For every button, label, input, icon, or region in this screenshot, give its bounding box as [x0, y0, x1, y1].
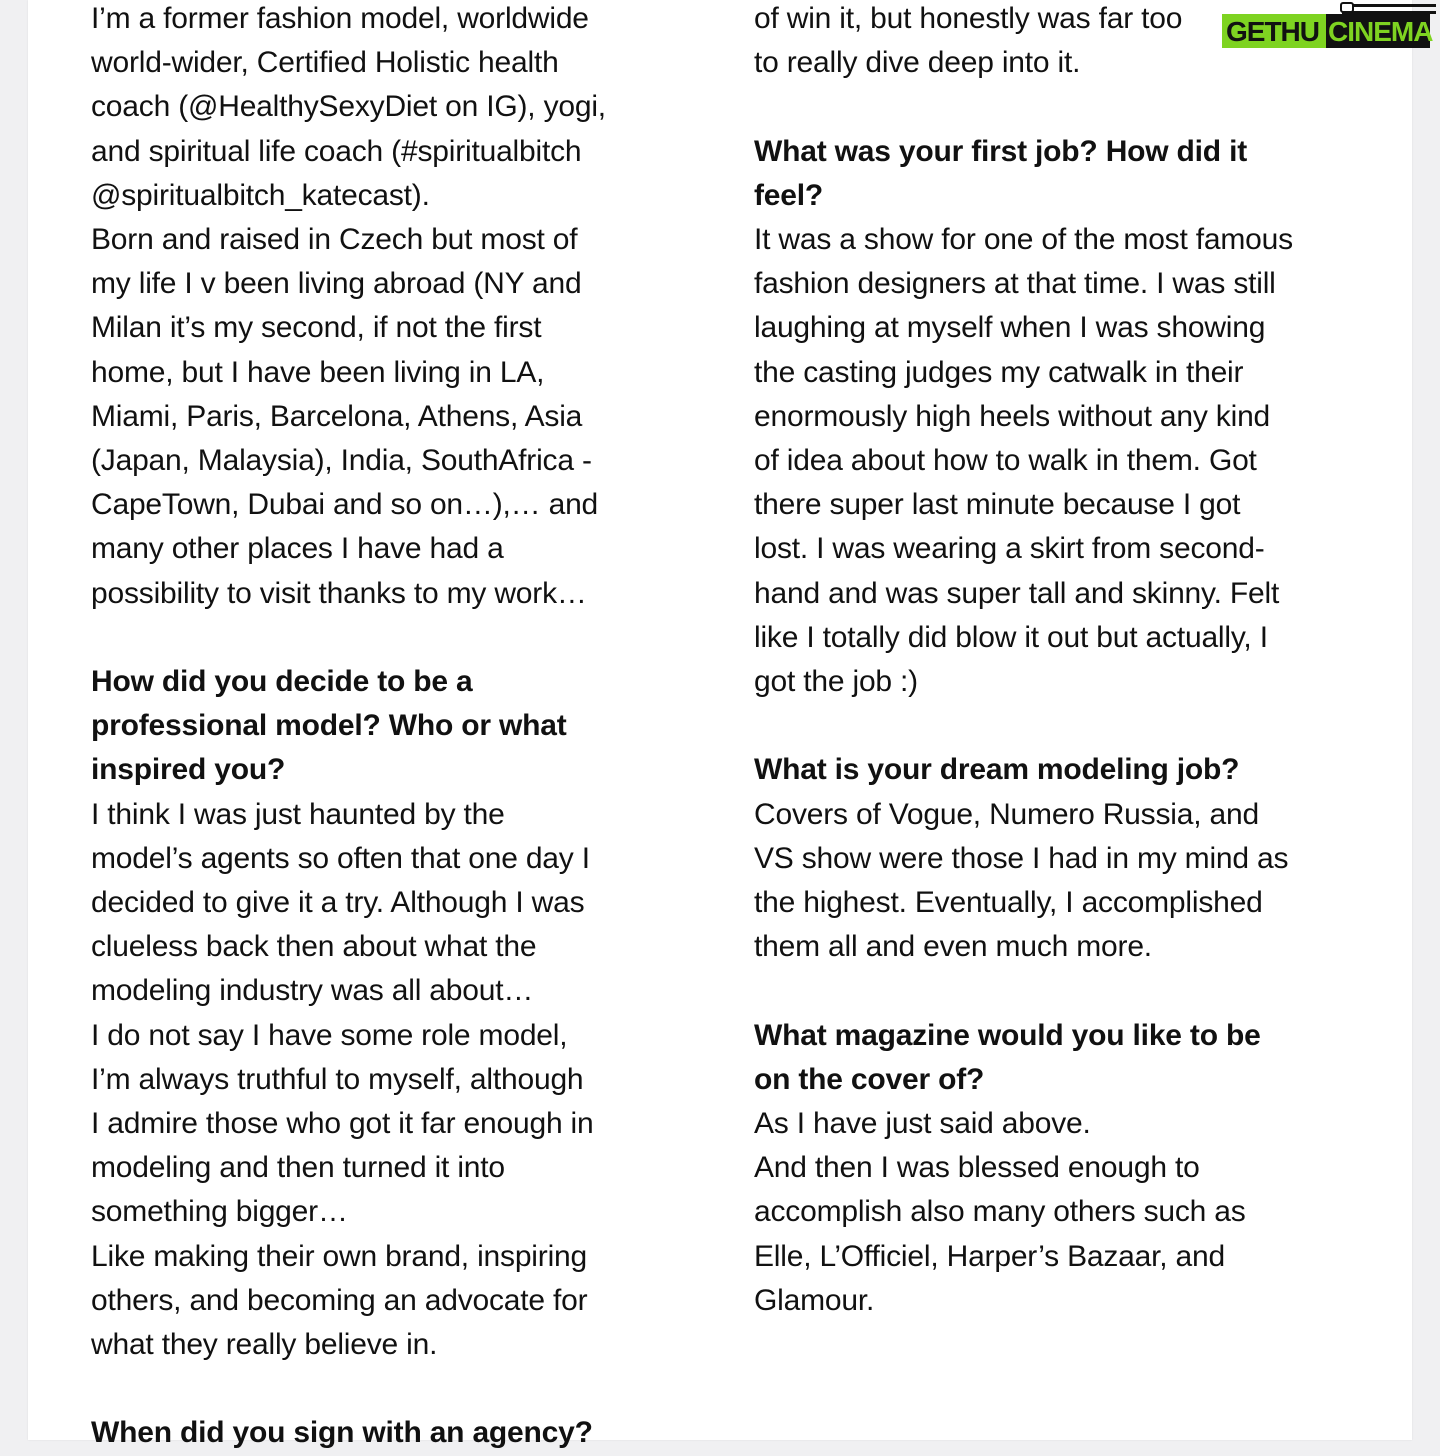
film-strip-icon: [1342, 4, 1436, 14]
paragraph-gap: [754, 969, 1293, 1013]
question-line: professional model? Who or what: [91, 709, 567, 743]
logo-part2-text: CINEMA: [1328, 16, 1433, 47]
body-line: laughing at myself when I was showing: [754, 311, 1266, 345]
camera-icon: [1340, 2, 1354, 13]
body-line: home, but I have been living in LA,: [91, 355, 545, 389]
body-line: CapeTown, Dubai and so on…),… and: [91, 488, 599, 522]
body-line: what they really believe in.: [91, 1328, 438, 1362]
body-line: Like making their own brand, inspiring: [91, 1239, 587, 1273]
body-line: modeling and then turned it into: [91, 1151, 505, 1185]
logo-part1-box: [1222, 14, 1326, 48]
question-line: feel?: [754, 178, 824, 212]
body-line: Covers of Vogue, Numero Russia, and: [754, 797, 1259, 831]
body-line: Glamour.: [754, 1283, 875, 1317]
logo-part1-text: GETHU: [1226, 16, 1319, 47]
body-line: modeling industry was all about…: [91, 974, 534, 1008]
document-page: [28, 0, 1412, 1450]
body-line: Miami, Paris, Barcelona, Athens, Asia: [91, 399, 583, 433]
logo-part2-box: [1326, 14, 1433, 48]
body-line: And then I was blessed enough to: [754, 1151, 1200, 1185]
body-line: model’s agents so often that one day I: [91, 841, 590, 875]
body-line: of win it, but honestly was far too: [754, 2, 1183, 35]
body-line: there super last minute because I got: [754, 488, 1241, 522]
question-line: What was your first job? How did it: [754, 134, 1247, 168]
body-line: possibility to visit thanks to my work…: [91, 576, 587, 610]
body-line: I’m a former fashion model, worldwide: [91, 2, 589, 35]
body-line: something bigger…: [91, 1195, 348, 1229]
body-line: I do not say I have some role model,: [91, 1018, 568, 1052]
body-line: Milan it’s my second, if not the first: [91, 311, 542, 345]
body-line: lost. I was wearing a skirt from second-: [754, 532, 1265, 566]
body-line: fashion designers at that time. I was still: [754, 267, 1276, 301]
question-line: What magazine would you like to be: [754, 1018, 1261, 1052]
body-line: Born and raised in Czech but most of: [91, 223, 578, 257]
body-line: clueless back then about what the: [91, 930, 537, 964]
body-line: world-wider, Certified Holistic health: [91, 46, 559, 80]
body-line: It was a show for one of the most famous: [754, 223, 1293, 256]
paragraph-gap: [91, 616, 606, 660]
paragraph-gap: [754, 704, 1293, 748]
body-line: I’m always truthful to myself, although: [91, 1062, 584, 1096]
body-line: Elle, L’Officiel, Harper’s Bazaar, and: [754, 1239, 1225, 1273]
body-line: accomplish also many others such as: [754, 1195, 1246, 1229]
body-line: like I totally did blow it out but actually, I: [754, 620, 1268, 654]
body-line: and spiritual life coach (#spiritualbitch: [91, 134, 582, 168]
paragraph-gap: [754, 85, 1293, 129]
question-line: inspired you?: [91, 753, 286, 787]
left-text-column: [91, 0, 606, 1456]
body-line: VS show were those I had in my mind as: [754, 841, 1289, 875]
body-line: to really dive deep into it.: [754, 46, 1081, 80]
watermark-logo: [1222, 4, 1436, 48]
body-line: I think I was just haunted by the: [91, 797, 505, 831]
body-line: them all and even much more.: [754, 930, 1152, 964]
question-line: When did you sign with an agency?: [91, 1416, 593, 1450]
body-line: hand and was super tall and skinny. Felt: [754, 576, 1280, 610]
body-line: As I have just said above.: [754, 1107, 1091, 1141]
question-line: How did you decide to be a: [91, 665, 473, 699]
body-line: others, and becoming an advocate for: [91, 1283, 588, 1317]
right-text-column: [754, 0, 1293, 1323]
paragraph-gap: [91, 1367, 606, 1411]
body-line: coach (@HealthySexyDiet on IG), yogi,: [91, 90, 606, 124]
body-line: enormously high heels without any kind: [754, 399, 1271, 433]
body-line: the casting judges my catwalk in their: [754, 355, 1244, 389]
body-line: got the job :): [754, 665, 918, 699]
body-line: of idea about how to walk in them. Got: [754, 444, 1257, 478]
body-line: my life I v been living abroad (NY and: [91, 267, 582, 301]
question-line: What is your dream modeling job?: [754, 753, 1240, 787]
body-line: many other places I have had a: [91, 532, 504, 566]
body-line: I admire those who got it far enough in: [91, 1107, 594, 1141]
body-line: @spiritualbitch_katecast).: [91, 178, 430, 212]
body-line: (Japan, Malaysia), India, SouthAfrica -: [91, 444, 592, 478]
body-line: decided to give it a try. Although I was: [91, 886, 585, 920]
body-line: the highest. Eventually, I accomplished: [754, 886, 1263, 920]
question-line: on the cover of?: [754, 1062, 985, 1096]
